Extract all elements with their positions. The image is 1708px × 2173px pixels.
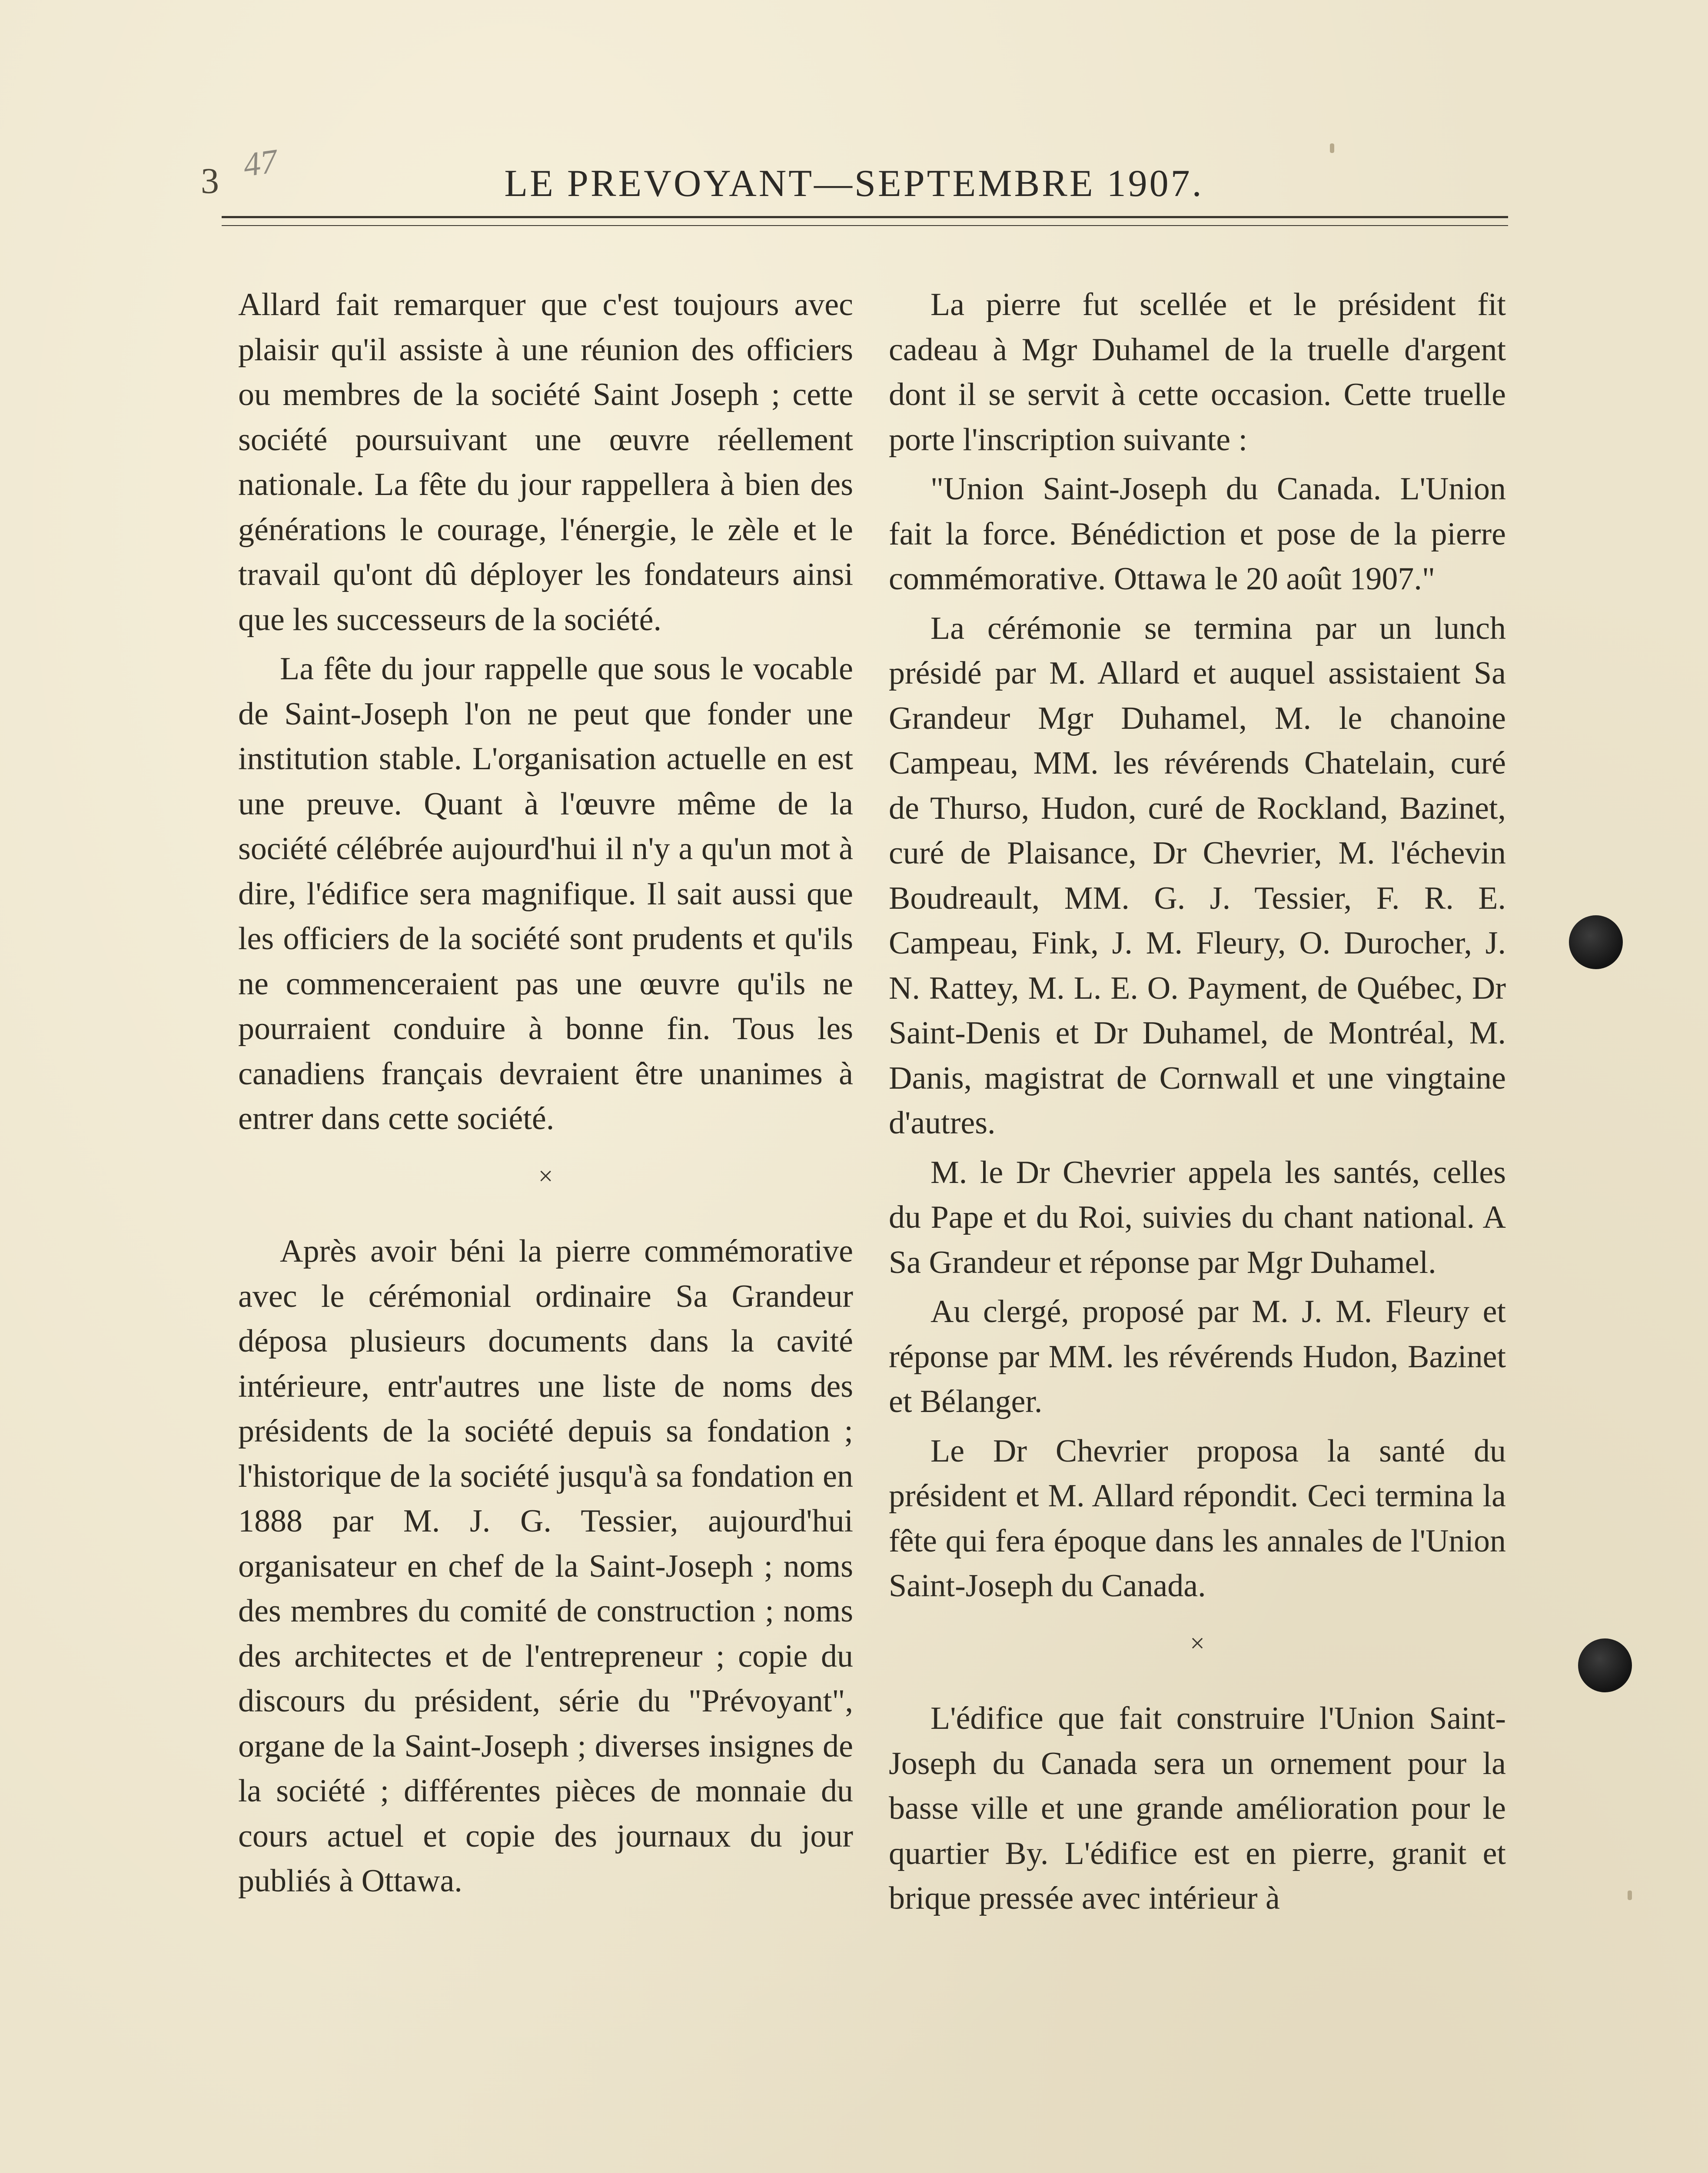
- page-number: 3: [201, 161, 219, 201]
- right-paragraph-7: L'édifice que fait construire l'Union Saint-Joseph du Canada sera un ornement pour la basse ville et une grande amélioration pour le quartier By. L'édifice est en pierre, granit et brique pressée avec intérieur à: [889, 1701, 1506, 1916]
- left-paragraph-3: Après avoir béni la pierre commémorative avec le cérémonial ordinaire Sa Grandeur déposa plusieurs documents dans la cavité intérieure, entr'autres une liste de noms des présidents de la société depuis sa fondation ; l'historique de la société jusqu'à sa fondation en 1888 par M. J. G. Tessier, aujourd'hui organisateur en chef de la Saint-Joseph ; noms des membres du comité de construction ; noms des architectes et de l'entrepreneur ; copie du discours du président, série du "Prévoyant", organe de la Saint-Joseph ; diverses insignes de la société ; différentes pièces de monnaie du cours actuel et copie des journaux du jour publiés à Ottawa.: [238, 1233, 853, 1899]
- header-rule-thick: [222, 216, 1508, 218]
- header-rule-thin: [222, 225, 1508, 226]
- running-header-title: LE PREVOYANT—SEPTEMBRE 1907.: [504, 163, 1204, 205]
- right-paragraph-3: La cérémonie se termina par un lunch présidé par M. Allard et auquel assistaient Sa Grandeur Mgr Duhamel, M. le chanoine Campeau, MM. les révérends Chatelain, curé de Thurso, Hudon, curé de Rockland, Bazinet, curé de Plaisance, Dr Chevrier, M. l'échevin Boudreault, MM. G. J. Tessier, F. R. E. Campeau, Fink, J. M. Fleury, O. Durocher, J. N. Rattey, M. L. E. O. Payment, de Québec, Dr Saint-Denis et Dr Duhamel, de Montréal, M. Danis, magistrat de Cornwall et une vingtaine d'autres.: [889, 610, 1506, 1141]
- paper-speck: [1330, 143, 1334, 153]
- right-paragraph-2: "Union Saint-Joseph du Canada. L'Union fait la force. Bénédiction et pose de la pierre commémorative. Ottawa le 20 août 1907.": [889, 471, 1506, 597]
- right-paragraph-1: La pierre fut scellée et le président fit cadeau à Mgr Duhamel de la truelle d'argent dont il se servit à cette occasion. Cette truelle porte l'inscription suivante :: [889, 287, 1506, 458]
- binding-hole-upper: [1569, 915, 1623, 969]
- left-column: [238, 282, 853, 1904]
- pencil-annotation: 47: [241, 142, 280, 184]
- right-paragraph-5: Au clergé, proposé par M. J. M. Fleury et réponse par MM. les révérends Hudon, Bazinet et Bélanger.: [889, 1294, 1506, 1419]
- right-paragraph-6: Le Dr Chevrier proposa la santé du président et M. Allard répondit. Ceci termina la fête qui fera époque dans les annales de l'Union Saint-Joseph du Canada.: [889, 1433, 1506, 1604]
- paper-speck: [1628, 1891, 1632, 1900]
- right-column: [889, 282, 1506, 1921]
- left-paragraph-1: Allard fait remarquer que c'est toujours avec plaisir qu'il assiste à une réunion des officiers ou membres de la société Saint Joseph ; cette société poursuivant une œuvre réellement nationale. La fête du jour rappellera à bien des générations le courage, l'énergie, le zèle et le travail qu'ont dû déployer les fondateurs ainsi que les successeurs de la société.: [238, 287, 853, 638]
- right-paragraph-4: M. le Dr Chevrier appela les santés, celles du Pape et du Roi, suivies du chant national. A Sa Grandeur et réponse par Mgr Duhamel.: [889, 1154, 1506, 1280]
- binding-hole-lower: [1578, 1638, 1632, 1692]
- section-separator-left: ×: [538, 1161, 553, 1190]
- left-paragraph-2: La fête du jour rappelle que sous le vocable de Saint-Joseph l'on ne peut que fonder une institution stable. L'organisation actuelle en est une preuve. Quant à l'œuvre même de la société célébrée aujourd'hui il n'y a qu'un mot à dire, l'édifice sera magnifique. Il sait aussi que les officiers de la société sont prudents et qu'ils ne commenceraient pas une œuvre qu'ils ne pourraient conduire à bonne fin. Tous les canadiens français devraient être unanimes à entrer dans cette société.: [238, 651, 853, 1136]
- section-separator-right: ×: [1190, 1628, 1205, 1658]
